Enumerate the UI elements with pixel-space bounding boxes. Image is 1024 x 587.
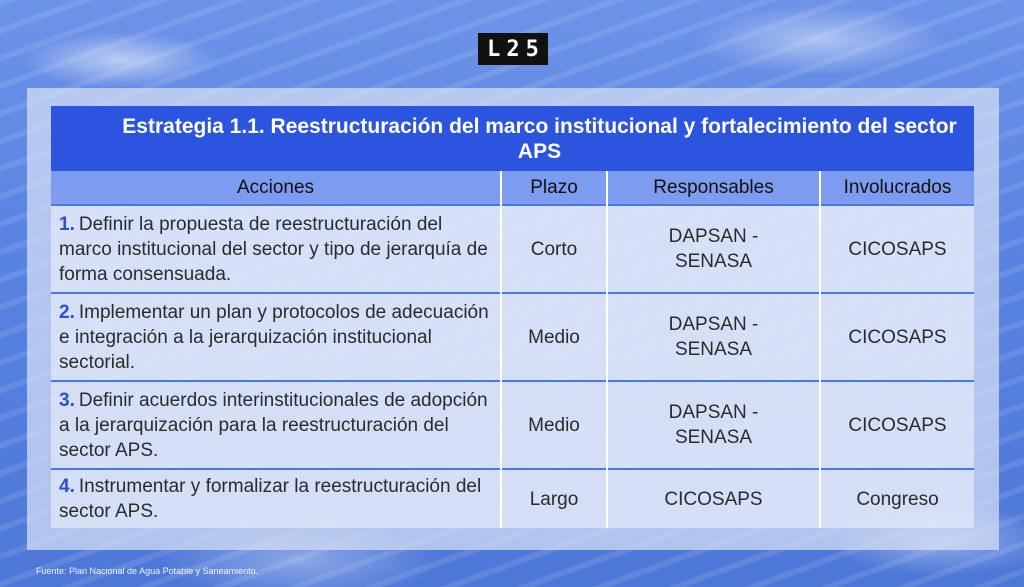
action-cell [51,205,501,293]
header-plazo: Plazo [501,171,607,205]
action-number: 1. [59,213,75,235]
responsables-text: DAPSAN - SENASA [668,314,759,360]
involucrados-cell: CICOSAPS [820,205,974,293]
plazo-cell: Corto [501,205,607,293]
table-row [51,381,974,469]
involucrados-cell: Congreso [820,469,974,528]
responsables-text: DAPSAN - SENASA [668,402,759,448]
table-title: Estrategia 1.1. Reestructuración del marco institucional y fortalecimiento del sector APS [122,114,957,163]
action-number: 4. [59,476,75,497]
responsables-cell [607,205,820,293]
table-header-row [51,171,974,205]
table-row [51,205,974,293]
responsables-cell [607,381,820,469]
header-acciones: Acciones [51,171,501,205]
strategy-table [51,106,974,528]
action-text: Definir acuerdos interinstitucionales de adopción a la jerarquización para la reestructuración del sector APS. [59,389,488,461]
header-involucrados: Involucrados [820,171,974,205]
source-footnote: Fuente: Plan Nacional de Agua Potable y Saneamiento. [36,566,259,576]
action-number: 2. [59,301,75,323]
action-cell [51,381,501,469]
header-responsables: Responsables [607,171,820,205]
plazo-cell: Largo [501,469,607,528]
action-cell [51,293,501,381]
action-text: Definir la propuesta de reestructuración del marco institucional del sector y tipo de jerarquía de forma consensuada. [59,213,488,285]
responsables-text: DAPSAN - SENASA [668,226,759,272]
action-number: 3. [59,389,75,411]
plazo-cell: Medio [501,293,607,381]
action-text: Instrumentar y formalizar la reestructuración del sector APS. [59,476,482,522]
action-text: Implementar un plan y protocolos de adecuación e integración a la jerarquización institucional sectorial. [59,301,489,373]
table-row [51,469,974,528]
involucrados-cell: CICOSAPS [820,293,974,381]
l25-logo: L25 [478,33,548,65]
table-row [51,293,974,381]
table-title-row [51,106,974,171]
table-title-cell [51,106,974,171]
responsables-cell: CICOSAPS [607,469,820,528]
responsables-cell [607,293,820,381]
involucrados-cell: CICOSAPS [820,381,974,469]
plazo-cell: Medio [501,381,607,469]
action-cell [51,469,501,528]
